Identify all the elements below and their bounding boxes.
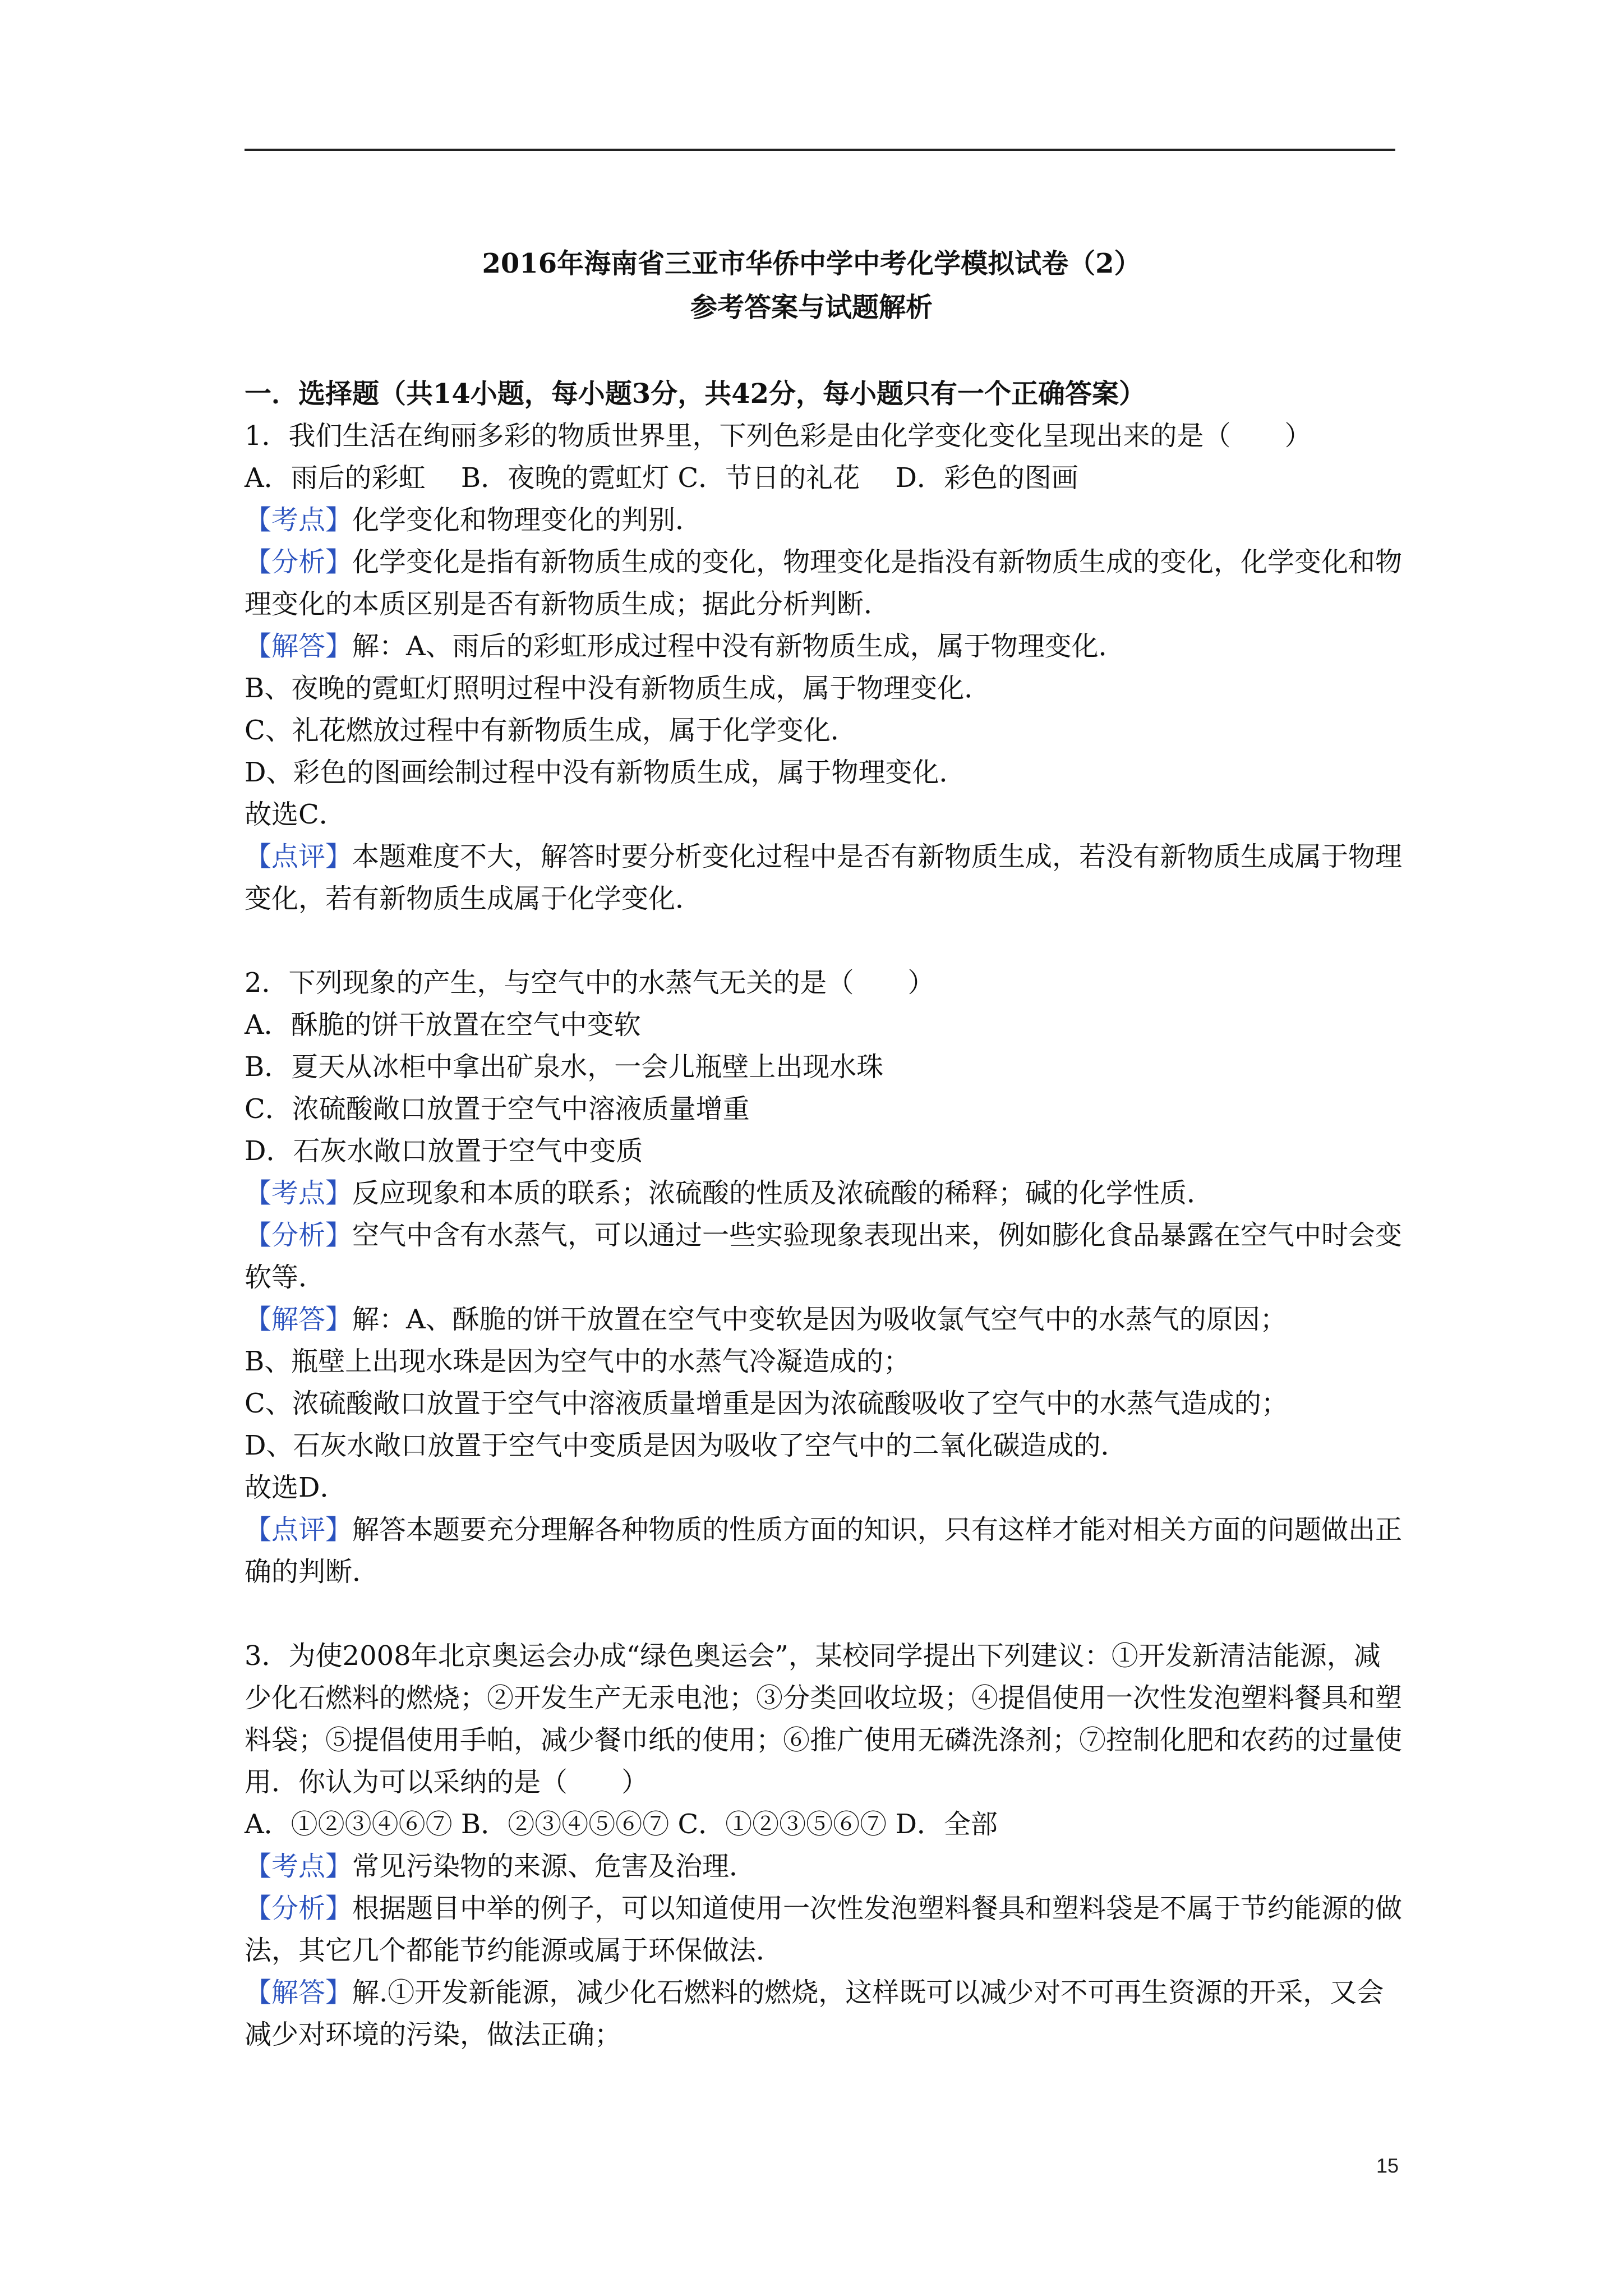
dianping-text: 本题难度不大，解答时要分析变化过程中是否有新物质生成，若没有新物质生成属于物理变化，若有新物质生成属于化学变化．: [245, 841, 1403, 914]
fenxi-tag: 【分析】: [245, 1220, 353, 1251]
jieda-line: C、浓硫酸敞口放置于空气中溶液质量增重是因为浓硫酸吸收了空气中的水蒸气造成的；: [245, 1388, 1288, 1419]
kaodian-text: 常见污染物的来源、危害及治理．: [352, 1851, 757, 1882]
question-2: [245, 962, 1405, 1593]
dianping-tag: 【点评】: [245, 841, 353, 872]
section-heading: 一．选择题（共14小题，每小题3分，共42分，每小题只有一个正确答案）: [245, 378, 1146, 409]
kaodian-tag: 【考点】: [245, 504, 353, 536]
jieda-text: 解：A、雨后的彩虹形成过程中没有新物质生成，属于物理变化．: [352, 631, 1126, 662]
option-d: D．石灰水敞口放置于空气中变质: [245, 1135, 643, 1167]
fenxi-tag: 【分析】: [245, 1893, 353, 1924]
jieda-tag: 【解答】: [245, 631, 353, 662]
document-body: [245, 331, 1405, 2056]
jieda-tag: 【解答】: [245, 1304, 353, 1335]
page-title: 2016年海南省三亚市华侨中学中考化学模拟试卷（2）: [482, 248, 1141, 279]
jieda-text: 解.①开发新能源，减少化石燃料的燃烧，这样既可以减少对不可再生资源的开采，又会减少对环境的污染，做法正确；: [245, 1977, 1384, 2050]
option-b: B．夏天从冰柜中拿出矿泉水，一会儿瓶壁上出现水珠: [245, 1051, 884, 1083]
option-c: C．浓硫酸敞口放置于空气中溶液质量增重: [245, 1093, 750, 1125]
page-number: 15: [1376, 2154, 1399, 2177]
question-options: A．雨后的彩虹 B．夜晚的霓虹灯 C．节日的礼花 D．彩色的图画: [245, 462, 1078, 494]
kaodian-text: 化学变化和物理变化的判别．: [352, 504, 703, 536]
jieda-line: D、彩色的图画绘制过程中没有新物质生成，属于物理变化．: [245, 757, 966, 788]
jieda-line: B、夜晚的霓虹灯照明过程中没有新物质生成，属于物理变化．: [245, 673, 992, 704]
dianping-tag: 【点评】: [245, 1514, 353, 1545]
header-rule: [245, 149, 1395, 151]
jieda-line: C、礼花燃放过程中有新物质生成，属于化学变化．: [245, 715, 857, 746]
question-1: [245, 415, 1405, 920]
kaodian-text: 反应现象和本质的联系；浓硫酸的性质及浓硫酸的稀释；碱的化学性质．: [352, 1177, 1214, 1209]
question-options: A．①②③④⑥⑦ B．②③④⑤⑥⑦ C．①②③⑤⑥⑦ D．全部: [245, 1809, 998, 1840]
question-stem: 2．下列现象的产生，与空气中的水蒸气无关的是（ ）: [245, 967, 935, 999]
answer-line: 故选C．: [245, 799, 346, 830]
answer-line: 故选D．: [245, 1472, 347, 1503]
kaodian-tag: 【考点】: [245, 1177, 353, 1209]
kaodian-tag: 【考点】: [245, 1851, 353, 1882]
option-a: A．酥脆的饼干放置在空气中变软: [245, 1009, 641, 1041]
jieda-tag: 【解答】: [245, 1977, 353, 2008]
dianping-text: 解答本题要充分理解各种物质的性质方面的知识，只有这样才能对相关方面的问题做出正确的判断．: [245, 1514, 1403, 1588]
question-stem: 1．我们生活在绚丽多彩的物质世界里，下列色彩是由化学变化变化呈现出来的是（ ）: [245, 420, 1312, 452]
jieda-text: 解：A、酥脆的饼干放置在空气中变软是因为吸收氯气空气中的水蒸气的原因；: [352, 1304, 1287, 1335]
question-3: [245, 1635, 1405, 2056]
question-stem: 3．为使2008年北京奥运会办成“绿色奥运会”，某校同学提出下列建议：①开发新清洁能源，减少化石燃料的燃烧；②开发生产无汞电池；③分类回收垃圾；④提倡使用一次性发泡塑料餐具和塑料袋；⑤提倡使用手帕，减少餐巾纸的使用；⑥推广使用无磷洗涤剂；⑦控制化肥和农药的过量使用．你认为可以采纳的是（ ）: [245, 1640, 1403, 1798]
fenxi-tag: 【分析】: [245, 546, 353, 578]
jieda-line: D、石灰水敞口放置于空气中变质是因为吸收了空气中的二氧化碳造成的．: [245, 1430, 1128, 1461]
fenxi-text: 根据题目中举的例子，可以知道使用一次性发泡塑料餐具和塑料袋是不属于节约能源的做法，其它几个都能节约能源或属于环保做法．: [245, 1893, 1403, 1966]
fenxi-text: 空气中含有水蒸气，可以通过一些实验现象表现出来，例如膨化食品暴露在空气中时会变软等．: [245, 1220, 1403, 1293]
fenxi-text: 化学变化是指有新物质生成的变化，物理变化是指没有新物质生成的变化，化学变化和物理变化的本质区别是否有新物质生成；据此分析判断．: [245, 546, 1403, 620]
page-subtitle: 参考答案与试题解析: [690, 292, 933, 323]
jieda-line: B、瓶壁上出现水珠是因为空气中的水蒸气冷凝造成的；: [245, 1346, 911, 1377]
